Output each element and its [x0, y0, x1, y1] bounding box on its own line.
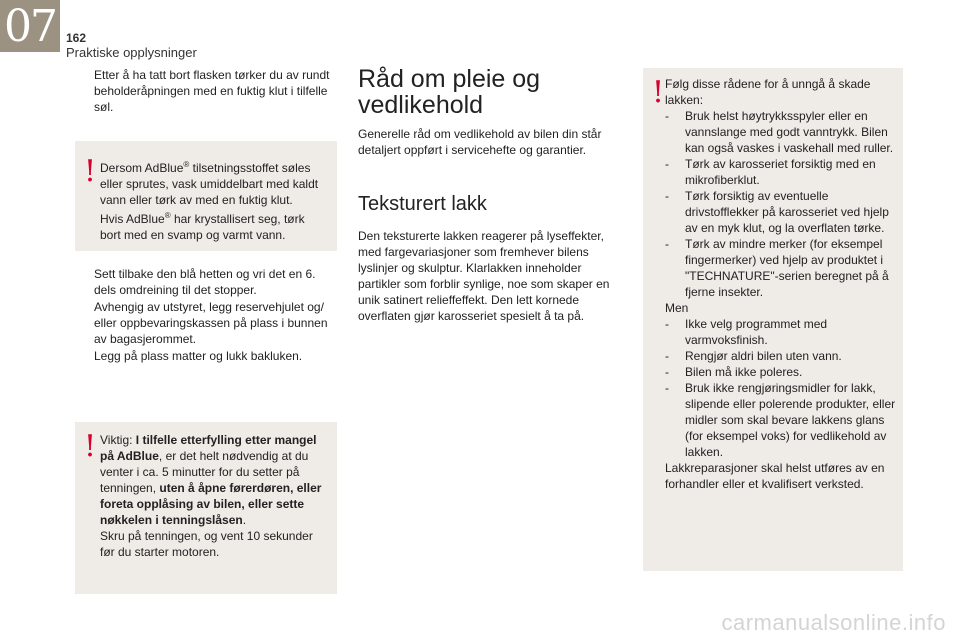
list-item: Avhengig av utstyret, legg reservehjulet og/ eller oppbevaringskassen på plass i bunnen av bagasjerommet. — [94, 300, 328, 346]
top-bullet-block — [76, 67, 338, 116]
chapter-number: 07 — [4, 0, 56, 52]
body-paragraph: Den teksturerte lakken reagerer på lyseffekter, med fargevariasjoner som fremhever bilens lyslinjer og skulptur. Klarlakken inneholder partikler som forblir synlige, noe som skaper en unik satinert relieffeffekt. Den lett kornede overflaten gjør karosseriet spesielt å ta på. — [358, 229, 610, 323]
closing-paragraph: Lakkreparasjoner skal helst utføres av en forhandler eller et kvalifisert verksted. — [665, 461, 885, 491]
dos-list — [665, 108, 901, 300]
list-item: Legg på plass matter og lukk bakluken. — [94, 349, 303, 363]
section-heading: Teksturert lakk — [358, 193, 487, 215]
list-item: - Rengjør aldri bilen uten vann. — [665, 349, 842, 363]
steps-list — [76, 266, 338, 364]
warning-icon: ! — [84, 429, 97, 464]
intro-paragraph: Generelle råd om vedlikehold av bilen din står detaljert oppført i servicehefte og garantier. — [358, 127, 602, 157]
section-title: Praktiske opplysninger — [66, 45, 197, 60]
note-intro: Følg disse rådene for å unngå å skade lakken: — [665, 77, 871, 107]
top-bullet-list — [76, 67, 338, 115]
page-title: Råd om pleie og vedlikehold — [358, 65, 541, 119]
but-label: Men — [665, 301, 689, 315]
warning-icon: ! — [84, 154, 97, 189]
note-paragraph: Dersom AdBlue® tilsetningsstoffet søles eller sprutes, vask umiddelbart med kaldt vann eller tørk av med en fuktig klut. — [100, 160, 319, 207]
list-item: - Tørk av mindre merker (for eksempel fingermerker) ved hjelp av produktet i "TECHNATURE"-serien beregnet på å fjerne insekter. — [665, 237, 889, 299]
adblue-spill-note — [75, 141, 337, 251]
warning-icon: ! — [652, 75, 665, 110]
donts-list — [665, 316, 901, 460]
steps-block — [76, 266, 338, 365]
chapter-tab — [0, 0, 60, 52]
paint-care-note — [643, 68, 903, 571]
page-number: 162 — [66, 31, 87, 45]
list-item — [76, 67, 338, 115]
note-paragraph: Skru på tenningen, og vent 10 sekunder før du starter motoren. — [100, 529, 313, 559]
list-item: - Tørk av karosseriet forsiktig med en mikrofiberklut. — [665, 157, 876, 187]
note-paragraph: Hvis AdBlue® har krystallisert seg, tørk bort med en svamp og varmt vann. — [100, 211, 305, 242]
list-item: Sett tilbake den blå hetten og vri det en 6. dels omdreining til det stopper. — [94, 267, 316, 297]
bullet-text: Etter å ha tatt bort flasken tørker du av rundt beholderåpningen med en fuktig klut i tilfelle søl. — [94, 68, 330, 114]
list-item: - Ikke velg programmet med varmvoksfinish. — [665, 317, 828, 347]
list-item: - Bruk helst høytrykksspyler eller en vannslange med godt vanntrykk. Bilen kan også vaskes i vaskehall med ruller. — [665, 109, 894, 155]
list-item: - Tørk forsiktig av eventuelle drivstofflekker på karosseriet ved hjelp av en myk klut, og la overflaten tørke. — [665, 189, 889, 235]
list-item: - Bruk ikke rengjøringsmidler for lakk, slipende eller polerende produkter, eller midler som skal bevare lakkens glans (for eksempel voks) for vedlikehold av lakken. — [665, 381, 896, 459]
adblue-refill-note — [75, 422, 337, 594]
note-paragraph: Viktig: I tilfelle etterfylling etter mangel på AdBlue, er det helt nødvendig at du venter i ca. 5 minutter for du setter på tenningen, uten å åpne førerdøren, eller foreta opplåsing av bilen, eller sette nøkkelen i tenningslåsen. — [100, 433, 322, 527]
list-item: - Bilen må ikke poleres. — [665, 365, 803, 379]
watermark: carmanualsonline.info — [721, 610, 946, 635]
